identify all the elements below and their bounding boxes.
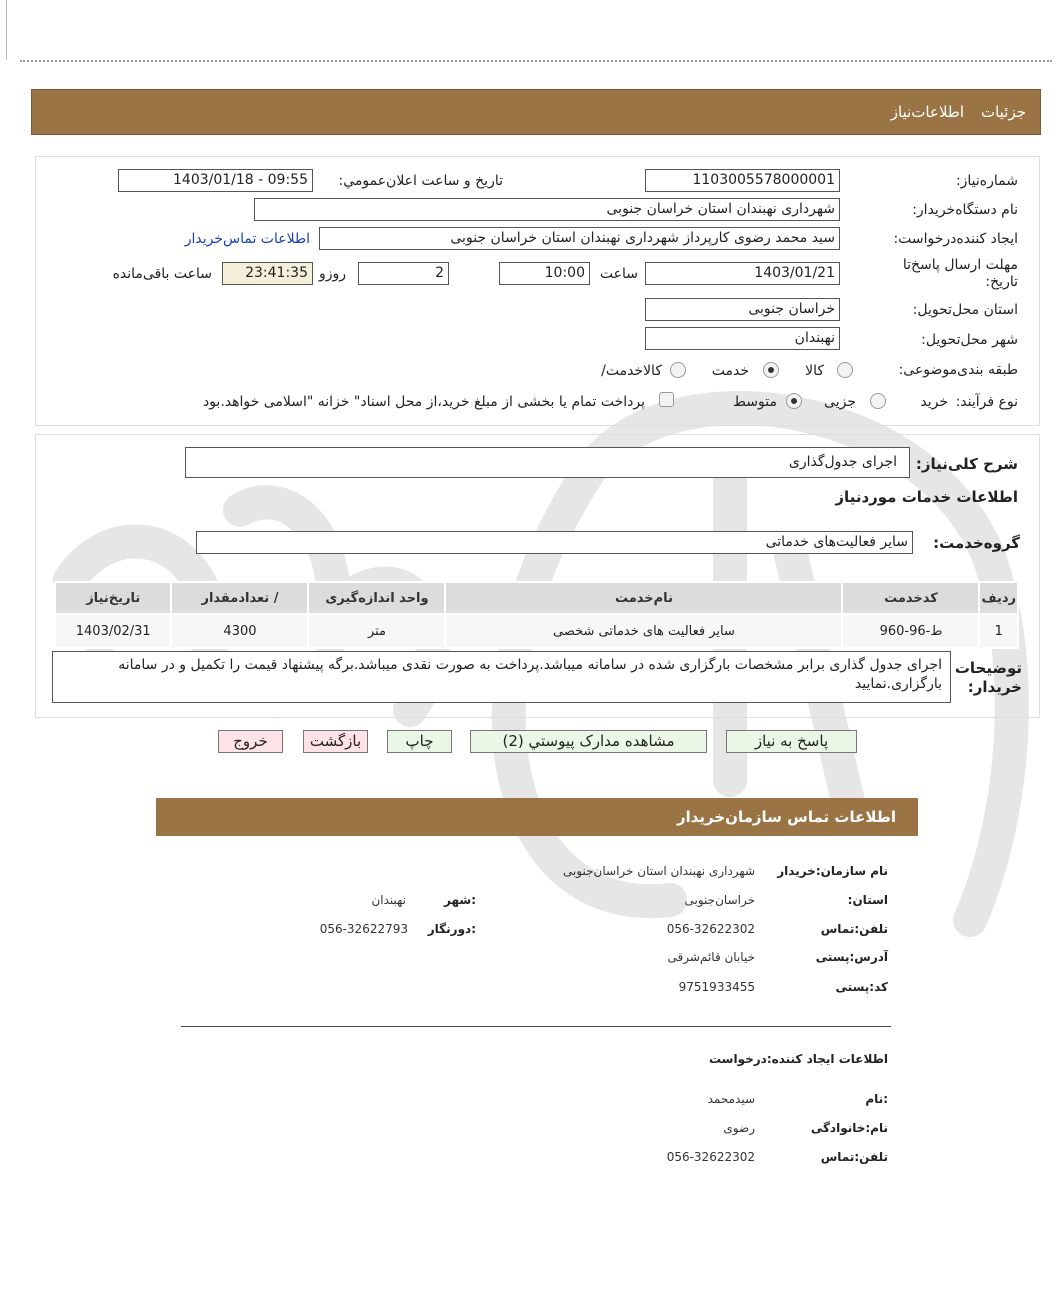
col-name: نام‌خدمت xyxy=(445,582,842,614)
radio-minor[interactable] xyxy=(870,393,886,409)
col-row: ردیف xyxy=(979,582,1018,614)
radio-minor-label: جزیی xyxy=(824,394,856,410)
contact-city: نهبندان xyxy=(371,893,406,907)
days-field: 2 xyxy=(358,262,449,285)
buyer-notes-field: اجرای جدول گذاری برابر مشخصات بارگزاری شده در سامانه میباشد.پرداخت به صورت نقدی میباشد.برگه پیشنهاد قیمت را تکمیل و در سامانه بارگزاری.نمایید xyxy=(52,651,951,703)
contact-title: اطلاعات تماس سازمان‌خریدار xyxy=(676,808,896,826)
left-border-line xyxy=(6,0,7,60)
requester-family: رضوی xyxy=(723,1121,755,1135)
contact-address-label: آدرس:پستی xyxy=(815,950,888,964)
col-unit: واحد اندازه‌گیری xyxy=(308,582,445,614)
contact-fax: 056-32622793 xyxy=(319,922,408,936)
radio-goods-label: کالا xyxy=(805,363,824,379)
exit-button[interactable]: خروج xyxy=(218,730,283,753)
contact-header-bar xyxy=(156,798,918,836)
services-table xyxy=(54,581,1019,649)
col-date: تاریخ‌نیاز xyxy=(55,582,171,614)
process-type: خرید xyxy=(920,394,948,410)
table-header-row xyxy=(55,582,1018,614)
cell-name: سایر فعالیت های خدماتی شخصی xyxy=(445,614,842,648)
radio-medium-label: متوسط xyxy=(733,394,777,410)
contact-phone: 056-32622302 xyxy=(666,922,755,936)
payment-note: پرداخت تمام یا بخشی از مبلغ خرید،از محل اسناد" خزانه "اسلامی خواهد.بود xyxy=(202,394,645,410)
dotted-separator xyxy=(20,60,1052,62)
cell-row: 1 xyxy=(979,614,1018,648)
cell-qty: 4300 xyxy=(171,614,308,648)
announce-label: تاریخ و ساعت اعلان‌عمومي: xyxy=(338,173,503,189)
print-button[interactable]: چاپ xyxy=(387,730,452,753)
radio-service[interactable] xyxy=(763,362,779,378)
page-header-bar xyxy=(31,89,1041,135)
province-label: استان محل‌تحویل: xyxy=(912,302,1018,318)
tab-details[interactable]: جزئیات xyxy=(981,103,1026,121)
group-field: سایر فعالیت‌های خدماتی xyxy=(196,531,913,554)
desc-field: اجرای جدول‌گذاری xyxy=(185,447,910,478)
city-field: نهبندان xyxy=(645,327,840,350)
cell-code: ط-96-960 xyxy=(842,614,979,648)
remaining-time-field: 23:41:35 xyxy=(222,262,313,285)
services-title: اطلاعات خدمات موردنیاز xyxy=(835,488,1018,506)
buyer-org-label: نام دستگاه‌خریدار: xyxy=(912,202,1018,218)
deadline-label: مهلت ارسال پاسخ‌تا تاریخ: xyxy=(902,257,1018,290)
requester-title: اطلاعات ایجاد کننده:درخواست xyxy=(708,1052,888,1066)
creator-label: ایجاد کننده‌درخواست: xyxy=(893,231,1018,247)
requester-phone-label: تلفن:تماس xyxy=(820,1150,888,1164)
requester-name-label: :نام xyxy=(865,1092,888,1106)
need-number-label: شماره‌نیاز: xyxy=(955,173,1018,189)
reply-button[interactable]: پاسخ به نیاز xyxy=(726,730,857,753)
radio-goods-service-label: کالا‌خدمت/ xyxy=(601,363,662,379)
requester-name: سیدمحمد xyxy=(707,1092,755,1106)
contact-org-label: نام سازمان:خریدار xyxy=(777,864,888,878)
contact-fax-label: :دورنگار xyxy=(427,922,476,936)
radio-goods-service[interactable] xyxy=(670,362,686,378)
group-label: گروه‌خدمت: xyxy=(933,534,1020,552)
process-label: نوع فرآیند: xyxy=(955,394,1018,410)
remaining-label: ساعت باقی‌مانده xyxy=(112,266,212,282)
creator-field: سید محمد رضوی کارپرداز شهرداری نهبندان استان خراسان جنوبی xyxy=(319,227,840,250)
radio-service-label: خدمت xyxy=(711,363,749,379)
need-info-panel xyxy=(35,156,1040,426)
desc-label: شرح کلی‌نیاز: xyxy=(915,455,1018,473)
days-label: روزو xyxy=(318,266,346,282)
requester-phone: 056-32622302 xyxy=(666,1150,755,1164)
col-qty: / تعدادمقدار xyxy=(171,582,308,614)
time-label: ساعت xyxy=(599,266,638,282)
city-label: شهر محل‌تحویل: xyxy=(921,332,1018,348)
contact-postal-label: کد:پستی xyxy=(835,980,888,994)
treasury-checkbox[interactable] xyxy=(659,392,674,407)
tab-need-info[interactable]: اطلاعات‌نیاز xyxy=(890,103,964,121)
contact-phone-label: تلفن:تماس xyxy=(820,922,888,936)
cell-unit: متر xyxy=(308,614,445,648)
province-field: خراسان جنوبی xyxy=(645,298,840,321)
radio-goods[interactable] xyxy=(837,362,853,378)
contact-address: خیابان قائم‌شرقی xyxy=(667,950,755,964)
need-number-field: 1103005578000001 xyxy=(645,169,840,192)
radio-medium[interactable] xyxy=(786,393,802,409)
attachments-button[interactable]: مشاهده مدارک پیوستي (2) xyxy=(470,730,707,753)
col-code: کدخدمت xyxy=(842,582,979,614)
buyer-notes-label: توضیحات خریدار: xyxy=(954,659,1022,696)
cell-date: 1403/02/31 xyxy=(55,614,171,648)
table-row xyxy=(55,614,1018,648)
back-button[interactable]: بازگشت xyxy=(303,730,368,753)
contact-province-label: استان: xyxy=(847,893,888,907)
deadline-time-field: 10:00 xyxy=(499,262,590,285)
requester-family-label: نام:خانوادگی xyxy=(810,1121,888,1135)
contact-org: شهرداری نهبندان استان خراسان‌جنوبی xyxy=(562,864,755,878)
category-label: طبقه بندی‌موضوعی: xyxy=(898,362,1018,378)
contact-province: خراسان‌جنوبی xyxy=(684,893,755,907)
contact-city-label: :شهر xyxy=(444,893,476,907)
buyer-contact-link[interactable]: اطلاعات تماس‌خریدار xyxy=(184,231,310,247)
section-divider xyxy=(181,1026,891,1027)
deadline-date-field: 1403/01/21 xyxy=(645,262,840,285)
announce-date-field: 1403/01/18 - 09:55 xyxy=(118,169,313,192)
contact-postal: 9751933455 xyxy=(678,980,755,994)
buyer-org-field: شهرداری نهبندان استان خراسان جنوبی xyxy=(254,198,840,221)
